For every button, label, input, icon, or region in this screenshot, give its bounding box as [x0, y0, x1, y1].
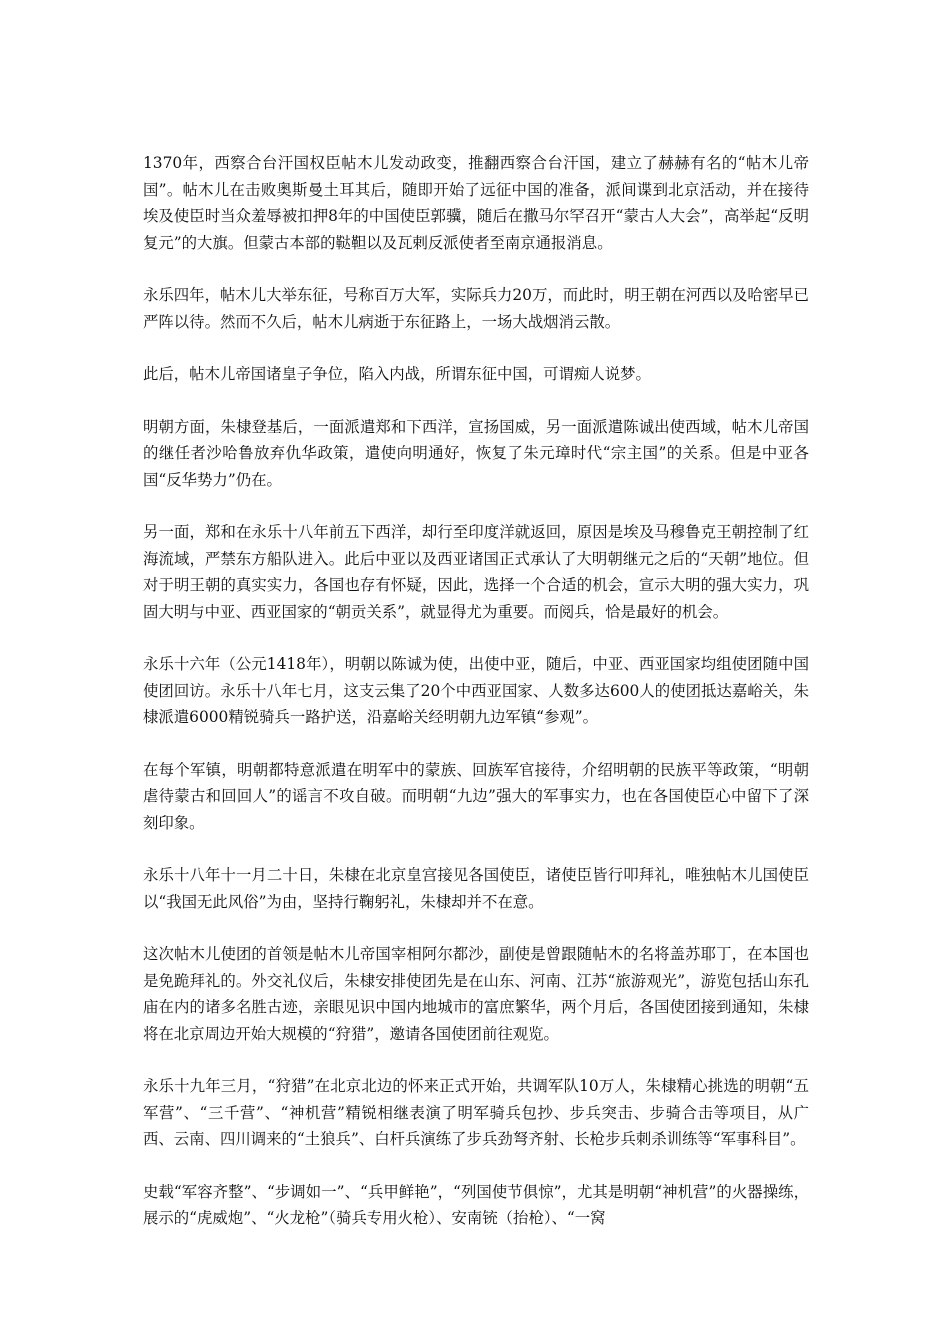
- paragraph-9: 这次帖木儿使团的首领是帖木儿帝国宰相阿尔都沙，副使是曾跟随帖木的名将盖苏耶丁，在本国也是免跪拜礼的。外交礼仪后，朱棣安排使团先是在山东、河南、江苏“旅游观光”，游览包括山东孔庙在内的诸多名胜古迹，亲眼见识中国内地城市的富庶繁华，两个月后，各国使团接到通知，朱棣将在北京周边开始大规模的“狩猎”，邀请各国使团前往观览。: [143, 945, 809, 1043]
- paragraph-8: 永乐十八年十一月二十日，朱棣在北京皇宫接见各国使臣，诸使臣皆行叩拜礼，唯独帖木儿国使臣以“我国无此风俗”为由，坚持行鞠躬礼，朱棣却并不在意。: [143, 866, 809, 911]
- paragraph-10: 永乐十九年三月，“狩猎”在北京北边的怀来正式开始，共调军队10万人，朱棣精心挑选的明朝“五军营”、“三千营”、“神机营”精锐相继表演了明军骑兵包抄、步兵突击、步骑合击等项目，从广西、云南、四川调来的“土狼兵”、白杆兵演练了步兵劲弩齐射、长枪步兵刺杀训练等“军事科目”。: [143, 1077, 809, 1148]
- paragraph-6: 永乐十六年（公元1418年），明朝以陈诚为使，出使中亚，随后，中亚、西亚国家均组使团随中国使团回访。永乐十八年七月，这支云集了20个中西亚国家、人数多达600人的使团抵达嘉峪关，朱棣派遣6000精锐骑兵一路护送，沿嘉峪关经明朝九边军镇“参观”。: [143, 655, 809, 726]
- paragraph-5: 另一面，郑和在永乐十八年前五下西洋，却行至印度洋就返回，原因是埃及马穆鲁克王朝控制了红海流域，严禁东方船队进入。此后中亚以及西亚诸国正式承认了大明朝继元之后的“天朝”地位。但对于明王朝的真实实力，各国也存有怀疑，因此，选择一个合适的机会，宣示大明的强大实力，巩固大明与中亚、西亚国家的“朝贡关系”，就显得尤为重要。而阅兵，恰是最好的机会。: [143, 523, 809, 621]
- paragraph-11: 史载“军容齐整”、“步调如一”、“兵甲鲜艳”，“列国使节俱惊”，尤其是明朝“神机营”的火器操练，展示的“虎威炮”、“火龙枪”（骑兵专用火枪）、安南铳（抬枪）、“一窝: [143, 1182, 809, 1227]
- document-body: [143, 150, 809, 1258]
- paragraph-7: 在每个军镇，明朝都特意派遣在明军中的蒙族、回族军官接待，介绍明朝的民族平等政策，“明朝虐待蒙古和回回人”的谣言不攻自破。而明朝“九边”强大的军事实力，也在各国使臣心中留下了深刻印象。: [143, 760, 809, 832]
- paragraph-4: 明朝方面，朱棣登基后，一面派遣郑和下西洋，宣扬国威，另一面派遣陈诚出使西域，帖木儿帝国的继任者沙哈鲁放弃仇华政策，遣使向明通好，恢复了朱元璋时代“宗主国”的关系。但是中亚各国“反华势力”仍在。: [143, 417, 809, 489]
- paragraph-1: 1370年，西察合台汗国权臣帖木儿发动政变，推翻西察合台汗国，建立了赫赫有名的“帖木儿帝国”。帖木儿在击败奥斯曼土耳其后，随即开始了远征中国的准备，派间谍到北京活动，并在接待埃及使臣时当众羞辱被扣押8年的中国使臣郭骥，随后在撒马尔罕召开“蒙古人大会”，高举起“反明复元”的大旗。但蒙古本部的鞑靼以及瓦剌反派使者至南京通报消息。: [143, 154, 809, 252]
- paragraph-2: 永乐四年，帖木儿大举东征，号称百万大军，实际兵力20万，而此时，明王朝在河西以及哈密早已严阵以待。然而不久后，帖木儿病逝于东征路上，一场大战烟消云散。: [143, 286, 809, 331]
- paragraph-3: 此后，帖木儿帝国诸皇子争位，陷入内战，所谓东征中国，可谓痴人说梦。: [143, 365, 651, 383]
